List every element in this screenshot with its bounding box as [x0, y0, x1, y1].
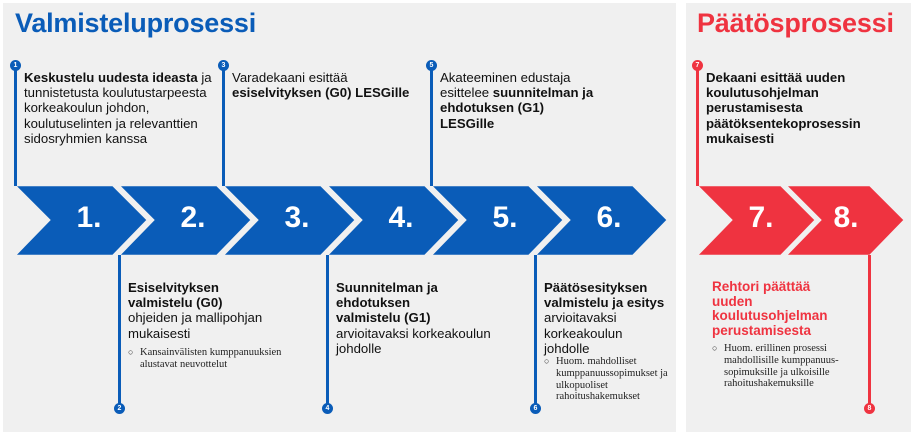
step-marker-8: 8 [864, 403, 875, 414]
step-5-bold: suunnitelman ja ehdotuksen (G1) LESGille [440, 85, 594, 131]
step-description-6 [544, 280, 669, 356]
step-1-bold: Keskustelu uudesta ideasta [24, 70, 198, 85]
step-description-5 [440, 70, 600, 131]
decision-process-title: Päätösprosessi [697, 8, 894, 38]
step-number-1: 1. [76, 201, 102, 234]
step-6-text: arvioitavaksi korkeakoulun johdolle [544, 310, 623, 356]
step-marker-2: 2 [114, 403, 125, 414]
step-8-note: ○ Huom. erillinen prosessi mahdollisille kumppanuus-sopimuksille ja ulkoisille rahoitushakemuksille [712, 343, 859, 390]
step-1-text: ja tunnistetusta koulutustarpeesta korkeakoulun johdon, koulutuselinten ja relevanttien sidosryhmien kanssa [24, 70, 212, 146]
step-number-5: 5. [492, 201, 518, 234]
step-description-8: Rehtori päättää uuden koulutusohjelman perustamisesta [712, 279, 828, 338]
step-number-7: 7. [748, 201, 774, 234]
connector-line-4 [326, 255, 329, 405]
step-6-bold: Päätösesityksen valmistelu ja esitys [544, 280, 665, 311]
connector-line-1 [14, 66, 17, 186]
step-number-2: 2. [180, 201, 206, 234]
step-marker-4: 4 [322, 403, 333, 414]
step-description-1 [24, 70, 224, 146]
connector-line-8 [868, 255, 871, 405]
connector-line-5 [430, 66, 433, 186]
connector-line-7 [696, 66, 699, 186]
step-number-3: 3. [284, 201, 310, 234]
step-description-3 [232, 70, 412, 100]
step-number-6: 6. [596, 201, 622, 234]
step-description-4 [336, 280, 496, 356]
step-description-7: Dekaani esittää uuden koulutusohjelman perustamisesta päätöksentekoprosessin mukaisesti [706, 70, 861, 146]
step-3-bold: esiselvityksen (G0) LESGille [232, 85, 410, 101]
preparation-process-title: Valmisteluprosessi [15, 8, 257, 38]
step-number-4: 4. [388, 201, 414, 234]
step-2-text: ohjeiden ja mallipohjan mukaisesti [128, 310, 263, 341]
step-marker-6: 6 [530, 403, 541, 414]
step-3-text: Varadekaani esittää [232, 70, 348, 85]
step-marker-3: 3 [218, 60, 229, 71]
connector-line-2 [118, 255, 121, 405]
step-marker-1: 1 [10, 60, 21, 71]
step-description-2 [128, 280, 298, 341]
step-marker-5: 5 [426, 60, 437, 71]
step-6-note: ○ Huom. mahdolliset kumppanuussopimukset ja ulkopuoliset rahoitushakemukset [544, 356, 676, 403]
step-4-text: arvioitavaksi korkeakoulun johdolle [336, 325, 491, 356]
connector-line-6 [534, 255, 537, 405]
step-2-bold: Esiselvityksen valmistelu (G0) [128, 280, 223, 311]
step-5-text: Akateeminen edustaja esittelee [440, 70, 571, 101]
step-4-bold: Suunnitelman ja ehdotuksen valmistelu (G1) [336, 280, 438, 326]
step-marker-7: 7 [692, 60, 703, 71]
step-number-8: 8. [833, 201, 859, 234]
step-2-note: ○ Kansainvälisten kumppanuuksien alustavat neuvottelut [128, 347, 320, 371]
